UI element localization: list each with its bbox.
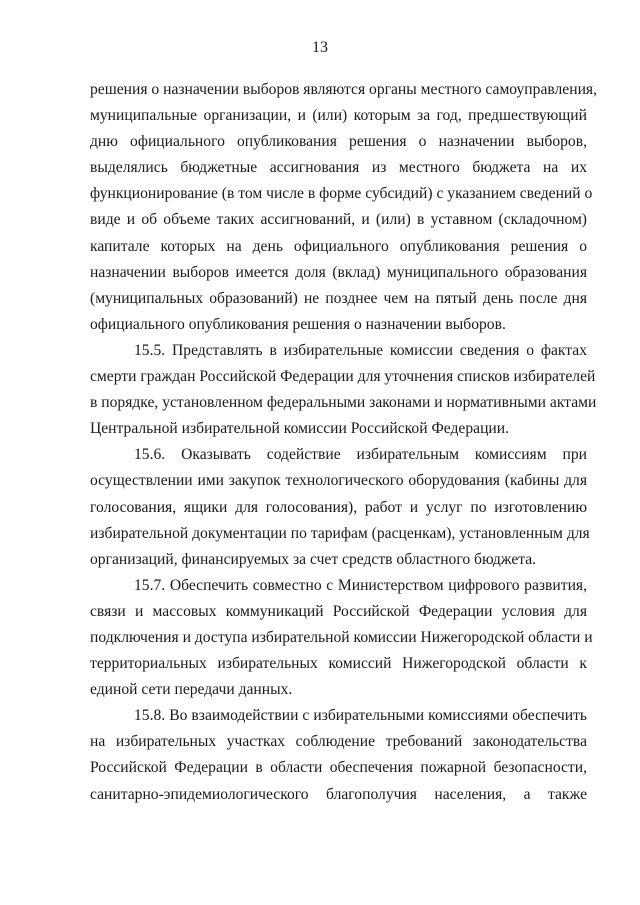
document-body bbox=[90, 77, 597, 808]
text-line: подключения и доступа избирательной комиссии Нижегородской области и bbox=[90, 628, 593, 646]
paragraph-item-15-7 bbox=[90, 573, 593, 703]
text-line: единой сети передачи данных. bbox=[90, 681, 293, 699]
paragraph-item-15-8 bbox=[90, 703, 587, 807]
paragraph-item-15-6 bbox=[90, 442, 590, 572]
text-line: территориальных избирательных комиссий Нижегородской области к bbox=[90, 655, 587, 673]
text-line: 15.8. Во взаимодействии с избирательными комиссиями обеспечить bbox=[134, 707, 587, 725]
text-line: на избирательных участках соблюдение требований законодательства bbox=[90, 733, 587, 751]
text-line: назначении выборов имеется доля (вклад) муниципального образования bbox=[90, 263, 587, 281]
text-line: избирательной документации по тарифам (расценкам), установленным для bbox=[90, 524, 590, 542]
text-line: дню официального опубликования решения о назначении выборов, bbox=[90, 133, 587, 151]
page-number: 13 bbox=[312, 39, 328, 56]
text-line: связи и массовых коммуникаций Российской Федерации условия для bbox=[90, 602, 587, 620]
text-line: виде и об объеме таких ассигнований, и (или) в уставном (складочном) bbox=[90, 211, 587, 229]
text-line: решения о назначении выборов являются органы местного самоуправления, bbox=[90, 81, 597, 98]
paragraph-continuation bbox=[90, 77, 597, 338]
text-line: 15.7. Обеспечить совместно с Министерством цифрового развития, bbox=[134, 576, 587, 594]
text-line: Российской Федерации в области обеспечения пожарной безопасности, bbox=[90, 759, 587, 777]
text-line: организаций, финансируемых за счет средств областного бюджета. bbox=[90, 550, 537, 568]
text-line: 15.5. Представлять в избирательные комиссии сведения о фактах bbox=[134, 341, 587, 359]
text-line: в порядке, установленном федеральными законами и нормативными актами bbox=[90, 394, 597, 412]
text-line: Центральной избирательной комиссии Российской Федерации. bbox=[90, 420, 509, 438]
text-line: капитале которых на день официального опубликования решения о bbox=[90, 237, 587, 255]
text-line: (муниципальных образований) не позднее чем на пятый день после дня bbox=[90, 289, 587, 307]
text-line: санитарно-эпидемиологического благополучия населения, а также bbox=[90, 785, 587, 803]
paragraph-item-15-5 bbox=[90, 338, 597, 442]
text-line: голосования, ящики для голосования), работ и услуг по изготовлению bbox=[90, 498, 587, 516]
text-line: выделялись бюджетные ассигнования из местного бюджета на их bbox=[90, 159, 587, 177]
text-line: официального опубликования решения о назначении выборов. bbox=[90, 315, 506, 333]
text-line: смерти граждан Российской Федерации для уточнения списков избирателей bbox=[90, 368, 596, 386]
text-line: 15.6. Оказывать содействие избирательным комиссиям при bbox=[134, 446, 587, 464]
text-line: муниципальные организации, и (или) которым за год, предшествующий bbox=[90, 107, 587, 125]
text-line: осуществлении ими закупок технологического оборудования (кабины для bbox=[90, 472, 587, 490]
text-line: функционирование (в том числе в форме субсидий) с указанием сведений о bbox=[90, 185, 593, 203]
